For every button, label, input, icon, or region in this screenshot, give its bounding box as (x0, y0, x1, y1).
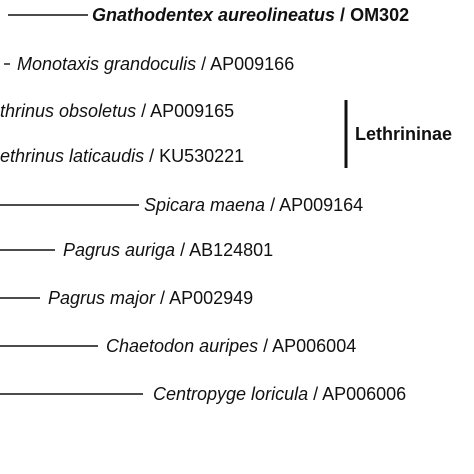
species-name: Pagrus auriga (63, 240, 176, 260)
taxon-label (92, 5, 409, 25)
taxon-label (153, 384, 406, 404)
label-separator: / (155, 288, 170, 308)
label-separator: / (136, 101, 151, 121)
accession-number: KU530221 (159, 146, 245, 166)
taxon-label (17, 54, 294, 74)
accession-number: AP006004 (272, 336, 357, 356)
species-name: Monotaxis grandoculis (17, 54, 197, 74)
species-name: Pagrus major (48, 288, 156, 308)
accession-number: AP002949 (169, 288, 254, 308)
accession-number: OM302 (350, 5, 410, 25)
accession-number: AP006006 (322, 384, 407, 404)
species-name: Spicara maena (144, 195, 266, 215)
taxon-label (144, 195, 363, 215)
accession-number: AB124801 (189, 240, 274, 260)
label-separator: / (144, 146, 160, 166)
accession-number: AP009164 (279, 195, 364, 215)
clade-label: Lethrininae (355, 124, 453, 144)
label-separator: / (258, 336, 273, 356)
species-name: thrinus obsoletus (0, 101, 137, 121)
label-separator: / (265, 195, 280, 215)
species-name: ethrinus laticaudis (0, 146, 145, 166)
label-separator: / (196, 54, 211, 74)
taxon-label (0, 101, 234, 121)
species-name: Centropyge loricula (153, 384, 309, 404)
accession-number: AP009166 (210, 54, 295, 74)
accession-number: AP009165 (150, 101, 235, 121)
species-name: Chaetodon auripes (106, 336, 259, 356)
label-separator: / (175, 240, 190, 260)
taxon-label (0, 146, 244, 166)
taxon-label (63, 240, 273, 260)
label-separator: / (308, 384, 323, 404)
taxon-label (106, 336, 356, 356)
taxon-label (48, 288, 253, 308)
species-name: Gnathodentex aureolineatus (92, 5, 336, 25)
label-separator: / (335, 5, 351, 25)
